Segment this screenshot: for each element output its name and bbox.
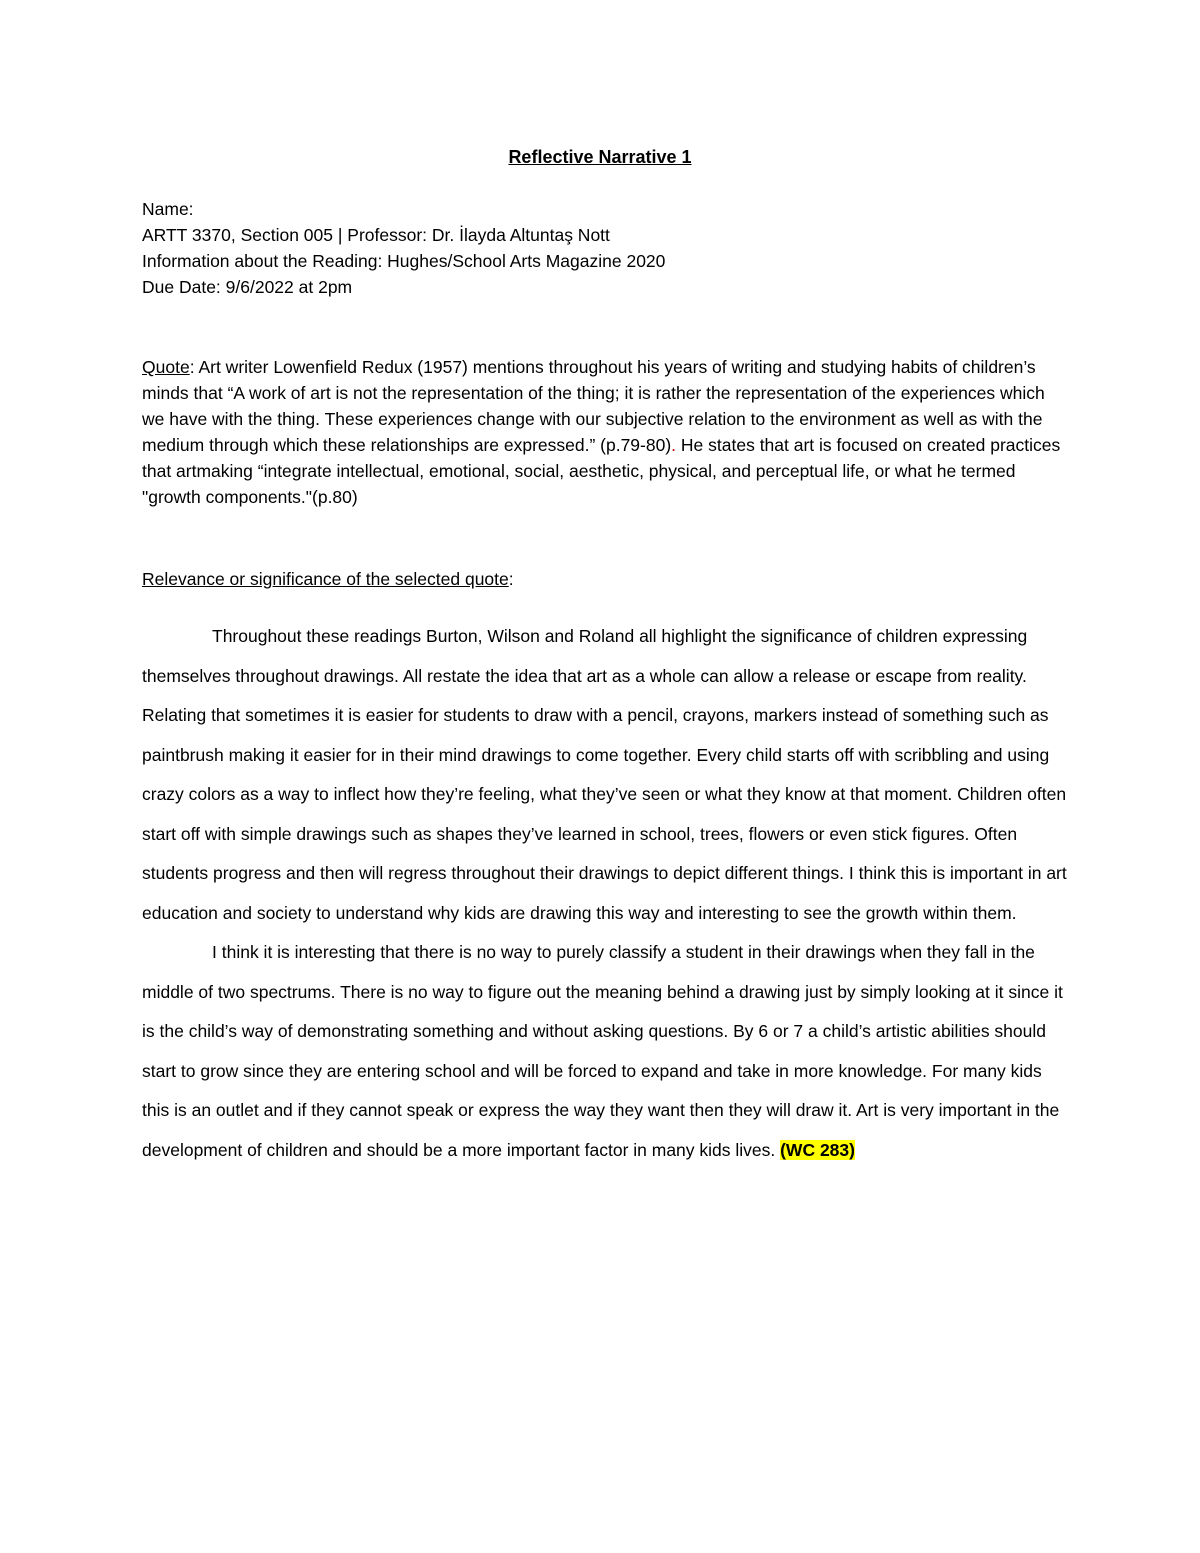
quote-text: Art writer Lowenfield Redux (1957) mentions throughout his years of writing and studying habits of children’s minds that “A work of art is not the representation of the thing; it is rather the representation of the experiences which we have with the thing. These experiences change with our subjective relation to the environment as well as with the medium through which these relationships are expressed.” (p.79-80) — [142, 357, 1045, 455]
relevance-heading: Relevance or significance of the selected quote — [142, 569, 509, 589]
relevance-heading-line — [142, 566, 514, 592]
course-line: ARTT 3370, Section 005 | Professor: Dr. İlayda Altuntaş Nott — [142, 225, 610, 245]
word-count-badge: (WC 283) — [780, 1139, 855, 1160]
quote-label: Quote — [142, 357, 190, 377]
relevance-heading-colon: : — [508, 569, 514, 589]
document-header — [142, 196, 1062, 300]
quote-summary-text: He states that art is focused on created practices that artmaking “integrate intellectual, emotional, social, aesthetic, physical, and perceptual life, or what he termed "growth components."(p.80) — [142, 435, 1061, 507]
reflection-body — [142, 617, 1067, 1170]
reading-line: Information about the Reading: Hughes/School Arts Magazine 2020 — [142, 251, 666, 271]
quote-label-colon: : — [189, 357, 195, 377]
reflection-paragraph-2 — [142, 933, 1067, 1170]
quote-paragraph — [142, 354, 1067, 510]
quote-red-dot: . — [671, 435, 677, 455]
reflection-paragraph-1: Throughout these readings Burton, Wilson and Roland all highlight the significance of children expressing themselves throughout drawings. All restate the idea that art as a whole can allow a release or escape from reality. Relating that sometimes it is easier for students to draw with a pencil, crayons, markers instead of something such as paintbrush making it easier for in their mind drawings to come together. Every child starts off with scribbling and using crazy colors as a way to inflect how they’re feeling, what they’ve seen or what they know at that moment. Children often start off with simple drawings such as shapes they’ve learned in school, trees, flowers or even stick figures. Often students progress and then will regress throughout their drawings to depict different things. I think this is important in art education and society to understand why kids are drawing this way and interesting to see the growth within them. — [142, 626, 1067, 923]
document-title: Reflective Narrative 1 — [508, 147, 692, 167]
due-date-line: Due Date: 9/6/2022 at 2pm — [142, 277, 353, 297]
name-line: Name: — [142, 199, 194, 219]
reflection-paragraph-2-text: I think it is interesting that there is no way to purely classify a student in their drawings when they fall in the middle of two spectrums. There is no way to figure out the meaning behind a drawing just by simply looking at it since it is the child’s way of demonstrating something and without asking questions. By 6 or 7 a child’s artistic abilities should start to grow since they are entering school and will be forced to expand and take in more knowledge. For many kids this is an outlet and if they cannot speak or express the way they want then they will draw it. Art is very important in the development of children and should be a more important factor in many kids lives. — [142, 942, 1063, 1160]
quote-section — [142, 354, 1067, 510]
